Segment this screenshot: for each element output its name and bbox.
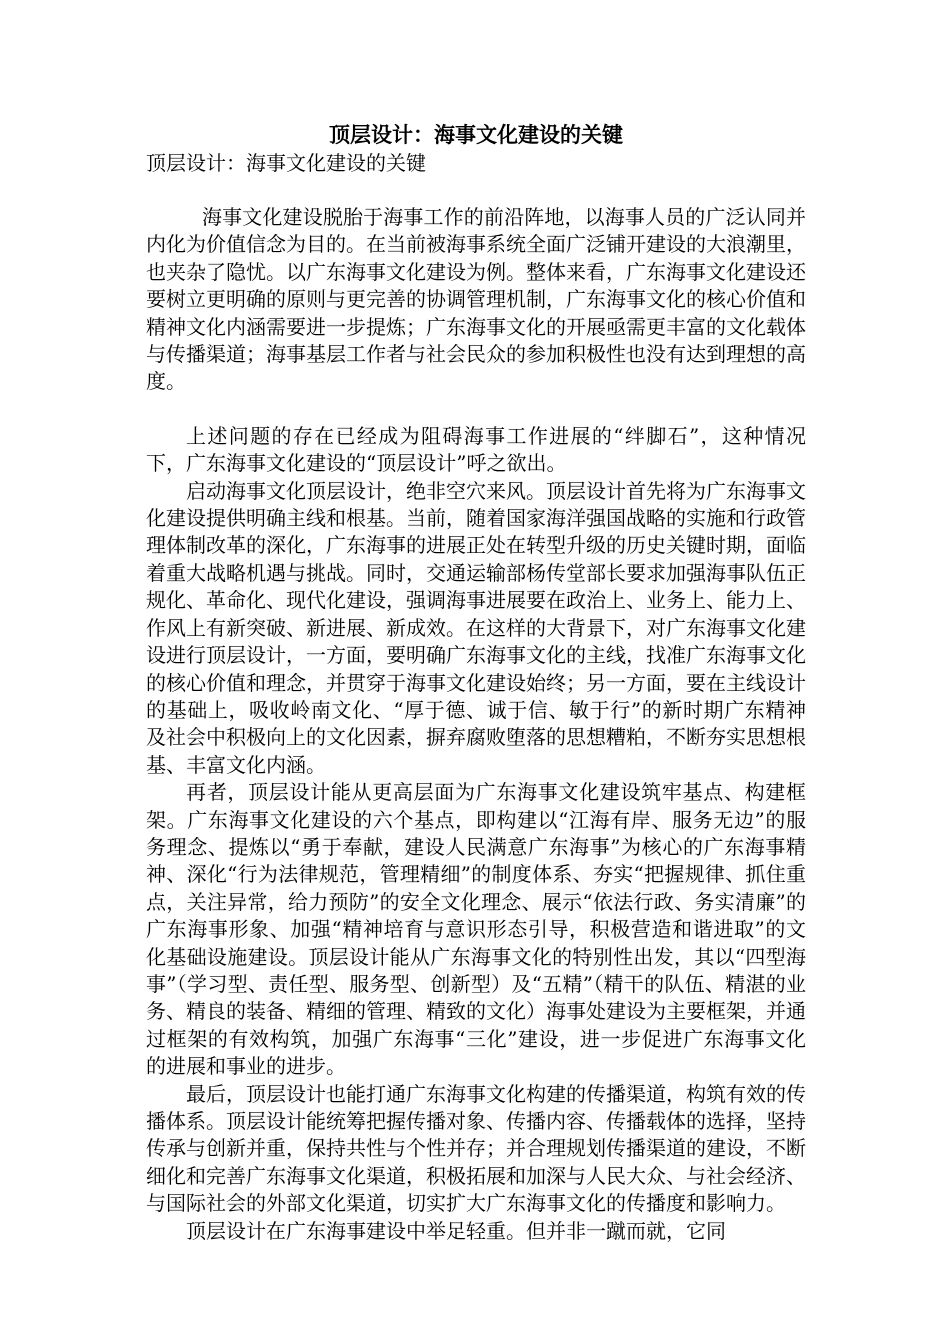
blank-line — [146, 177, 806, 204]
paragraph-4: 再者，顶层设计能从更高层面为广东海事文化建设筑牢基点、构建框架。广东海事文化建设的六个基点，即构建以“江海有岸、服务无边”的服务理念、提炼以“勇于奉献，建设人民满意广东海事”为核心的广东海事精神、深化“行为法律规范，管理精细”的制度体系、夯实“把握规律、抓住重点，关注异常，给力预防”的安全文化理念、展示“依法行政、务实清廉”的广东海事形象、加强“精神培育与意识形态引导，积极营造和谐进取”的文化基础设施建设。顶层设计能从广东海事文化的特别性出发，其以“四型海事”（学习型、责任型、服务型、创新型）及“五精”（精干的队伍、精湛的业务、精良的装备、精细的管理、精致的文化）海事处建设为主要框架，并通过框架的有效构筑，加强广东海事“三化”建设，进一步促进广东海事文化的进展和事业的进步。 — [146, 780, 806, 1079]
paragraph-2: 上述问题的存在已经成为阻碍海事工作进展的“绊脚石”，这种情况下，广东海事文化建设的“顶层设计”呼之欲出。 — [146, 423, 806, 476]
document-body — [146, 120, 806, 1245]
document-title: 顶层设计：海事文化建设的关键 — [329, 122, 623, 147]
paragraph-5: 最后，顶层设计也能打通广东海事文化构建的传播渠道，构筑有效的传播体系。顶层设计能统筹把握传播对象、传播内容、传播载体的选择，坚持传承与创新并重，保持共性与个性并存；并合理规划传播渠道的建设，不断细化和完善广东海事文化渠道，积极拓展和加深与人民大众、与社会经济、与国际社会的外部文化渠道，切实扩大广东海事文化的传播度和影响力。 — [146, 1081, 806, 1216]
paragraph-6: 顶层设计在广东海事建设中举足轻重。但并非一蹴而就，它同 — [186, 1218, 726, 1243]
blank-line — [146, 396, 806, 423]
document-subtitle: 顶层设计：海事文化建设的关键 — [146, 151, 426, 175]
paragraph-3: 启动海事文化顶层设计，绝非空穴来风。顶层设计首先将为广东海事文化建设提供明确主线和根基。当前，随着国家海洋强国战略的实施和行政管理体制改革的深化，广东海事的进展正处在转型升级的历史关键时期，面临着重大战略机遇与挑战。同时，交通运输部杨传堂部长要求加强海事队伍正规化、革命化、现代化建设，强调海事进展要在政治上、业务上、能力上、作风上有新突破、新进展、新成效。在这样的大背景下，对广东海事文化建设进行顶层设计，一方面，要明确广东海事文化的主线，找准广东海事文化的核心价值和理念，并贯穿于海事文化建设始终；另一方面，要在主线设计的基础上，吸收岭南文化、“厚于德、诚于信、敏于行”的新时期广东精神及社会中积极向上的文化因素，摒弃腐败堕落的思想糟粕，不断夯实思想根基、丰富文化内涵。 — [146, 478, 806, 777]
paragraph-1: 海事文化建设脱胎于海事工作的前沿阵地，以海事人员的广泛认同并内化为价值信念为目的。在当前被海事系统全面广泛铺开建设的大浪潮里，也夹杂了隐忧。以广东海事文化建设为例。整体来看，广东海事文化建设还要树立更明确的原则与更完善的协调管理机制，广东海事文化的核心价值和精神文化内涵需要进一步提炼；广东海事文化的开展亟需更丰富的文化载体与传播渠道；海事基层工作者与社会民众的参加积极性也没有达到理想的高度。 — [146, 205, 806, 394]
